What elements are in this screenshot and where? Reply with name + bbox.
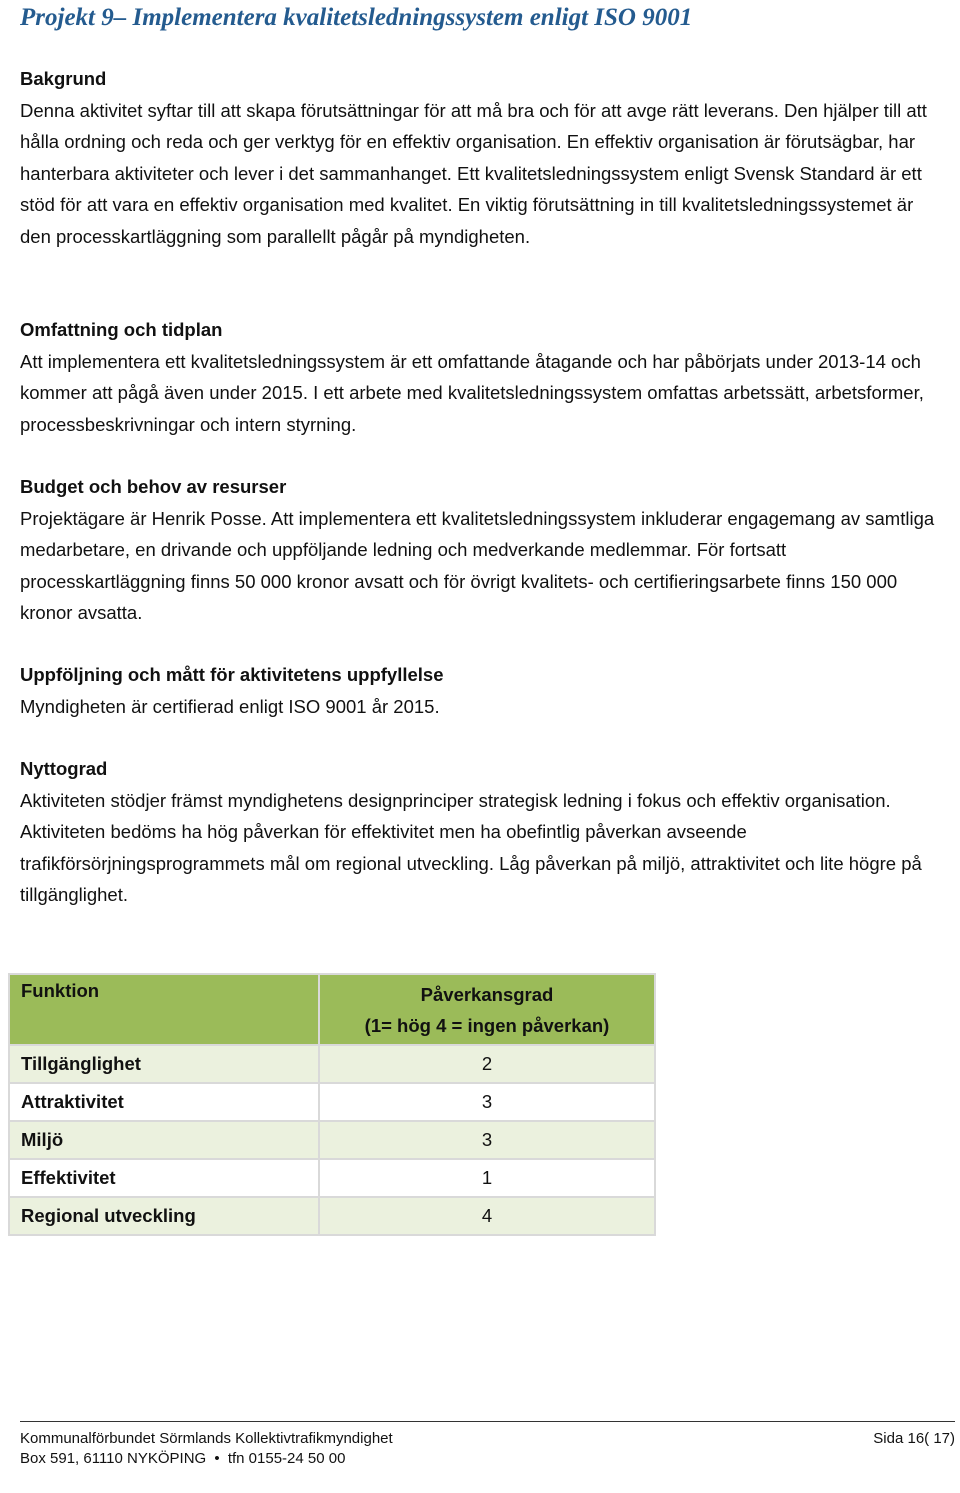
footer-top-line — [20, 1429, 955, 1449]
function-cell: Miljö — [9, 1121, 319, 1159]
table-row — [9, 1121, 655, 1159]
document-title: Projekt 9– Implementera kvalitetsledningssystem enligt ISO 9001 — [20, 4, 693, 31]
section-heading: Budget och behov av resurser — [20, 476, 287, 497]
section-body: Projektägare är Henrik Posse. Att implementera ett kvalitetsledningssystem inkluderar engagemang av samtliga medarbetare, en drivande och uppföljande ledning och medverkande medlemmar. För fortsatt processkartläggning finns 50 000 kronor avsatt och för övrigt kvalitets- och certifieringsarbete finns 150 000 kronor avsatta. — [20, 507, 935, 624]
section-body: Myndigheten är certifierad enligt ISO 9001 år 2015. — [20, 695, 440, 717]
value-cell: 1 — [319, 1159, 655, 1197]
table-row — [9, 1159, 655, 1197]
page-number: Sida 16( 17) — [873, 1430, 955, 1447]
function-cell: Effektivitet — [9, 1159, 319, 1197]
section-uppfoljning — [20, 659, 945, 722]
footer-organization: Kommunalförbundet Sörmlands Kollektivtrafikmyndighet — [20, 1430, 393, 1447]
function-cell: Regional utveckling — [9, 1197, 319, 1235]
header-paverkansgrad-line1: Påverkansgrad — [420, 983, 554, 1005]
function-cell: Tillgänglighet — [9, 1045, 319, 1083]
table-row — [9, 1045, 655, 1083]
table-row — [9, 1083, 655, 1121]
section-nyttograd — [20, 753, 945, 911]
section-heading: Omfattning och tidplan — [20, 319, 223, 340]
table-header-row — [9, 974, 655, 1045]
value-cell: 3 — [319, 1121, 655, 1159]
value-cell: 2 — [319, 1045, 655, 1083]
table-row — [9, 1197, 655, 1235]
section-bakgrund — [20, 63, 945, 253]
section-omfattning — [20, 314, 945, 440]
header-funktion: Funktion — [9, 974, 319, 1045]
header-paverkansgrad — [319, 974, 655, 1045]
section-body: Att implementera ett kvalitetsledningssystem är ett omfattande åtagande och har påbörjats under 2013-14 och kommer att pågå även under 2015. I ett arbete med kvalitetsledningssystem omfattas arbetssätt, arbetsformer, processbeskrivningar och intern styrning. — [20, 350, 924, 435]
value-cell: 3 — [319, 1083, 655, 1121]
section-heading: Uppföljning och mått för aktivitetens uppfyllelse — [20, 664, 444, 685]
section-body: Denna aktivitet syftar till att skapa förutsättningar för att må bra och för att avge rätt leverans. Den hjälper till att hålla ordning och reda och ger verktyg för en effektiv organisation. En effektiv organisation är förutsägbar, har hanterbara aktiviteter och lever i det sammanhanget. Ett kvalitetsledningssystem enligt Svensk Standard är ett stöd för att vara en effektiv organisation med kvalitet. En viktig förutsättning in till kvalitetsledningssystemet är den processkartläggning som parallellt pågår på myndigheten. — [20, 99, 927, 247]
impact-table — [8, 973, 656, 1236]
bullet-separator: • — [214, 1450, 220, 1467]
value-cell: 4 — [319, 1197, 655, 1235]
header-paverkansgrad-line2: (1= hög 4 = ingen påverkan) — [364, 1014, 610, 1036]
section-heading: Nyttograd — [20, 758, 108, 779]
section-budget — [20, 471, 945, 629]
footer-contact-line — [20, 1449, 955, 1469]
footer-address: Box 591, 61110 NYKÖPING — [20, 1450, 207, 1467]
page-footer — [20, 1421, 955, 1469]
function-cell: Attraktivitet — [9, 1083, 319, 1121]
section-body: Aktiviteten stödjer främst myndighetens designprinciper strategisk ledning i fokus och effektiv organisation. Aktiviteten bedöms ha hög påverkan för effektivitet men ha obefintlig påverkan avseende trafikförsörjningsprogrammets mål om regional utveckling. Låg påverkan på miljö, attraktivitet och lite högre på tillgänglighet. — [20, 789, 922, 906]
section-heading: Bakgrund — [20, 68, 107, 89]
footer-phone: tfn 0155-24 50 00 — [227, 1450, 346, 1467]
